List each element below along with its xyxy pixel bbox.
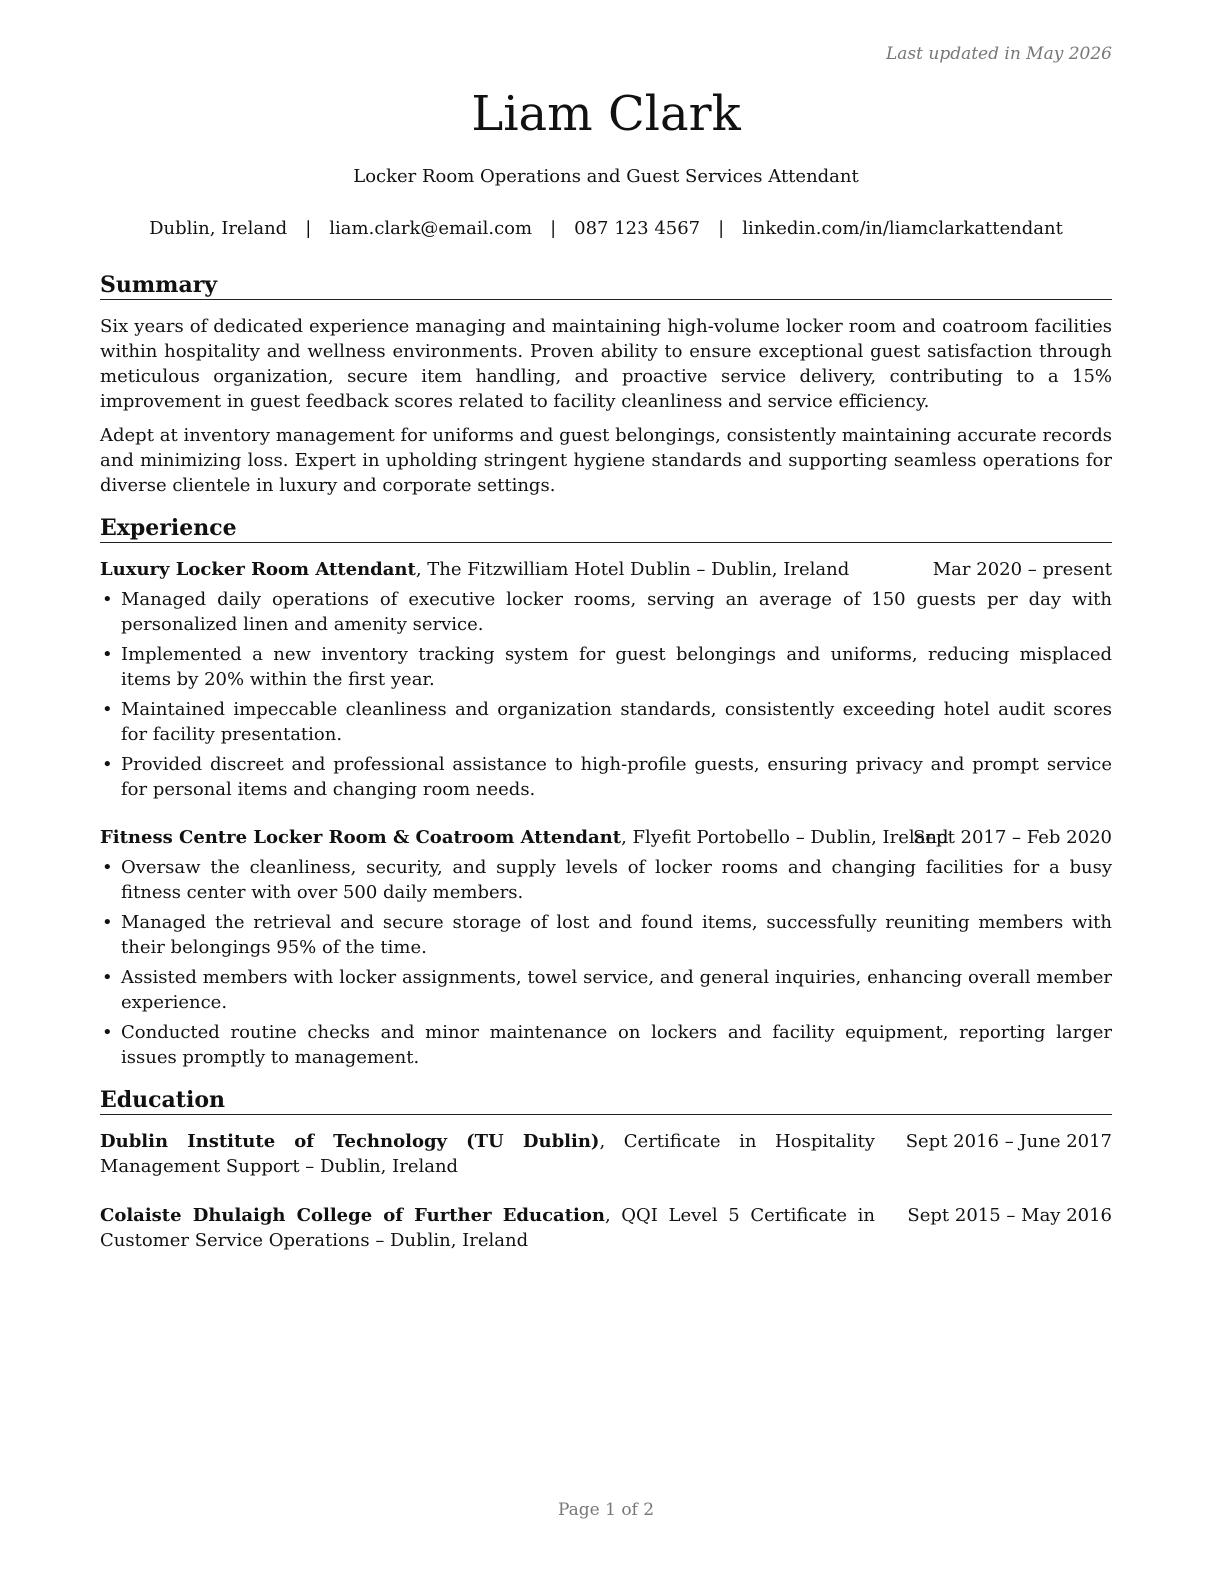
education-entry-text [100, 1129, 875, 1179]
contact-separator: | [718, 218, 725, 239]
contact-separator: | [305, 218, 312, 239]
education-detail: , Certificate in Hospitality Management Support – Dublin, Ireland [100, 1131, 875, 1177]
job-bullet: • Managed the retrieval and secure storage of lost and found items, successfully reuniting members with their belongings 95% of the time. [100, 910, 1112, 960]
education-entry-text [100, 1203, 875, 1253]
job-bullet-list [100, 855, 1112, 1075]
page-indicator: Page 1 of 2 [557, 1500, 655, 1520]
job-bullet: • Assisted members with locker assignments, towel service, and general inquiries, enhancing overall member experience. [100, 965, 1112, 1015]
contact-separator: | [550, 218, 557, 239]
contact-phone: 087 123 4567 [574, 218, 701, 239]
job-dates: Mar 2020 – present [932, 559, 1112, 580]
education-entry [100, 1129, 1112, 1179]
candidate-name: Liam Clark [471, 86, 741, 142]
experience-heading: Experience [100, 514, 1112, 543]
job-bullet: • Oversaw the cleanliness, security, and supply levels of locker rooms and changing facilities for a busy fitness center with over 500 daily members. [100, 855, 1112, 905]
job-employer: , The Fitzwilliam Hotel Dublin – Dublin, Ireland [415, 559, 850, 580]
job-employer: , Flyefit Portobello – Dublin, Ireland [621, 827, 949, 848]
job-bullet: • Provided discreet and professional assistance to high-profile guests, ensuring privacy and prompt service for personal items and changing room needs. [100, 752, 1112, 802]
job-bullet: • Managed daily operations of executive locker rooms, serving an average of 150 guests per day with personalized linen and amenity service. [100, 587, 1112, 637]
summary-heading: Summary [100, 271, 1112, 300]
resume-page [100, 0, 1112, 1584]
job-header [100, 825, 1112, 850]
education-entry [100, 1203, 1112, 1253]
last-updated-note: Last updated in May 2026 [885, 44, 1112, 64]
contact-line [100, 218, 1112, 239]
job-role: Luxury Locker Room Attendant [100, 559, 416, 580]
education-heading: Education [100, 1086, 1112, 1115]
job-role: Fitness Centre Locker Room & Coatroom Attendant [100, 827, 622, 848]
candidate-headline: Locker Room Operations and Guest Services Attendant [353, 166, 859, 187]
contact-location: Dublin, Ireland [149, 218, 288, 239]
job-bullet: • Implemented a new inventory tracking system for guest belongings and uniforms, reducing misplaced items by 20% within the first year. [100, 642, 1112, 692]
summary-paragraph-1: Six years of dedicated experience managing and maintaining high-volume locker room and coatroom facilities within hospitality and wellness environments. Proven ability to ensure exceptional guest satisfaction through meticulous organization, secure item handling, and proactive service delivery, contributing to a 15% improvement in guest feedback scores related to facility cleanliness and service efficiency. [100, 316, 1112, 412]
education-school: Colaiste Dhulaigh College of Further Education [100, 1205, 605, 1226]
contact-linkedin-link[interactable]: linkedin.com/in/liamclarkattendant [742, 218, 1063, 239]
job-header [100, 557, 1112, 582]
education-dates: Sept 2016 – June 2017 [905, 1131, 1112, 1152]
job-bullet-list [100, 587, 1112, 807]
job-bullet: • Maintained impeccable cleanliness and organization standards, consistently exceeding hotel audit scores for facility presentation. [100, 697, 1112, 747]
education-dates: Sept 2015 – May 2016 [907, 1205, 1112, 1226]
education-detail: , QQI Level 5 Certificate in Customer Service Operations – Dublin, Ireland [100, 1205, 875, 1251]
job-bullet: • Conducted routine checks and minor maintenance on lockers and facility equipment, reporting larger issues promptly to management. [100, 1020, 1112, 1070]
education-school: Dublin Institute of Technology (TU Dublin) [100, 1131, 600, 1152]
job-dates: Sept 2017 – Feb 2020 [913, 827, 1112, 848]
contact-email-link[interactable]: liam.clark@email.com [329, 218, 533, 239]
summary-paragraph-2: Adept at inventory management for uniforms and guest belongings, consistently maintaining accurate records and minimizing loss. Expert in upholding stringent hygiene standards and supporting seamless operations for diverse clientele in luxury and corporate settings. [100, 425, 1112, 496]
